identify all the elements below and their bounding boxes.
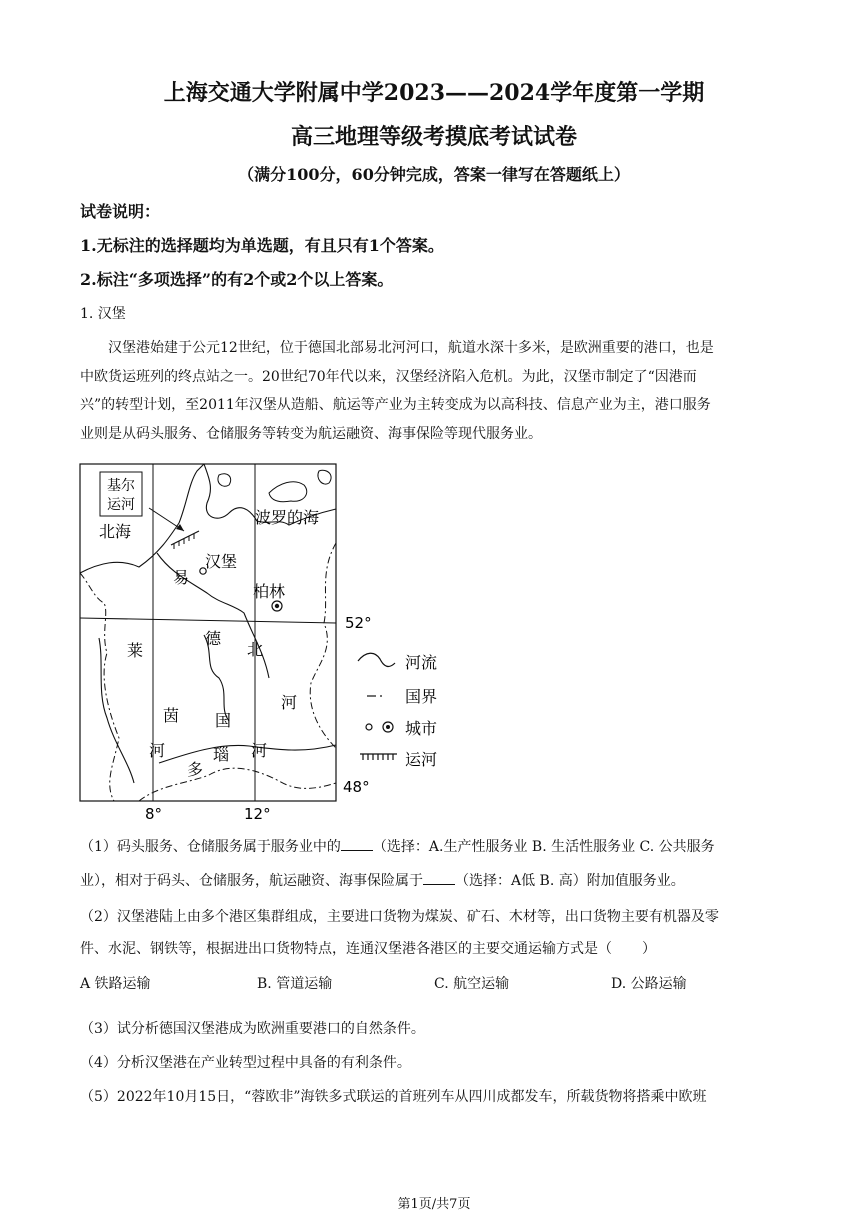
answer-blank-1[interactable] [341, 836, 373, 851]
longitude-8: 8° [145, 805, 163, 823]
option-d[interactable]: D. 公路运输 [611, 976, 687, 992]
option-c[interactable]: C. 航空运输 [434, 976, 510, 992]
option-a[interactable]: A 铁路运输 [80, 976, 151, 992]
map-label-berlin: 柏林 [253, 582, 286, 601]
map-label-baltic-sea: 波罗的海 [255, 508, 320, 527]
legend-river-icon [358, 653, 395, 666]
sub-question-1-text-d: （选择：A低 B. 高）附加值服务业。 [455, 873, 685, 889]
sub-question-5: （5）2022年10月15日，“蓉欧非”海铁多式联运的首班列车从四川成都发车，所载货物将搭乘中欧班 [80, 1089, 707, 1105]
longitude-12: 12° [244, 805, 271, 823]
map-label-he-1: 河 [281, 693, 298, 712]
map-label-nao: 瑙 [213, 745, 230, 764]
map-label-hamburg: 汉堡 [205, 552, 238, 571]
sub-question-1-text-b: （选择：A.生产性服务业 B. 生活性服务业 C. 公共服务 [372, 839, 715, 855]
legend-river-label: 河流 [405, 653, 438, 672]
sub-question-1-cont [80, 864, 782, 898]
legend-canal-icon [360, 754, 397, 760]
instruction-item-2: 2.标注“多项选择”的有2个或2个以上答案。 [80, 270, 394, 289]
sub-question-2-line-1: （2）汉堡港陆上由多个港区集群组成，主要进口货物为煤炭、矿石、木材等，出口货物主要有机器及零 [80, 909, 719, 925]
map-label-lai: 莱 [127, 641, 144, 660]
sub-question-1-text-c: 业），相对于码头、仓储服务，航运融资、海事保险属于 [80, 873, 423, 889]
map-label-guo: 国 [215, 711, 232, 730]
latitude-52: 52° [345, 614, 372, 632]
map-label-de: 德 [205, 629, 222, 648]
map-label-yi: 易 [173, 568, 190, 587]
map-label-kiel-1: 基尔 [107, 478, 135, 494]
passage-line-2: 中欧货运班列的终点站之一。20世纪70年代以来，汉堡经济陷入危机。为此，汉堡市制定了“因港而 [80, 368, 697, 385]
exam-title-line1: 上海交通大学附属中学2023——2024学年度第一学期 [163, 80, 705, 106]
latitude-48: 48° [343, 778, 370, 796]
exam-subtitle: （满分100分，60分钟完成，答案一律写在答题纸上） [238, 165, 630, 184]
germany-map-figure [79, 463, 459, 828]
sub-question-1 [80, 830, 782, 864]
map-label-north-sea: 北海 [99, 522, 132, 541]
sub-question-2-line-2 [80, 932, 782, 966]
answer-blank-2[interactable] [423, 870, 455, 885]
question-1-passage [80, 334, 780, 448]
passage-line-4: 业则是从码头服务、仓储服务等转变为航运融资、海事保险等现代服务业。 [80, 425, 542, 442]
map-label-yin: 茵 [163, 706, 180, 725]
option-b[interactable]: B. 管道运输 [257, 976, 333, 992]
instruction-item-1: 1.无标注的选择题均为单选题，有且只有1个答案。 [80, 236, 444, 255]
map-label-he-3: 河 [251, 741, 268, 760]
map-label-bei: 北 [247, 640, 264, 659]
question-1-title: 1. 汉堡 [80, 306, 126, 322]
instructions-heading: 试卷说明： [80, 202, 161, 221]
legend-city-label: 城市 [405, 719, 438, 738]
passage-line-1: 汉堡港始建于公元12世纪，位于德国北部易北河河口，航道水深十多米，是欧洲重要的港口，也是 [108, 340, 714, 356]
page-number: 第1页/共7页 [397, 1197, 471, 1212]
sub-question-2-close-paren: ） [642, 941, 656, 957]
map-label-duo: 多 [187, 760, 204, 779]
sub-question-2-text: 件、水泥、钢铁等，根据进出口货物特点，连通汉堡港各港区的主要交通运输方式是（ [80, 941, 612, 957]
sub-question-3: （3）试分析德国汉堡港成为欧洲重要港口的自然条件。 [80, 1021, 425, 1037]
passage-line-3: 兴”的转型计划，至2011年汉堡从造船、航运等产业为主转变成为以高科技、信息产业为主，港口服务 [80, 397, 711, 413]
legend-canal-label: 运河 [405, 750, 438, 769]
sub-question-4: （4）分析汉堡港在产业转型过程中具备的有利条件。 [80, 1055, 411, 1071]
legend-border-label: 国界 [405, 687, 438, 706]
map-label-kiel-2: 运河 [107, 497, 135, 513]
legend-city-icon [366, 722, 393, 732]
map-label-he-2: 河 [149, 741, 166, 760]
sub-question-1-text-a: （1）码头服务、仓储服务属于服务业中的 [80, 839, 341, 855]
exam-title-line2: 高三地理等级考摸底考试试卷 [290, 124, 577, 150]
